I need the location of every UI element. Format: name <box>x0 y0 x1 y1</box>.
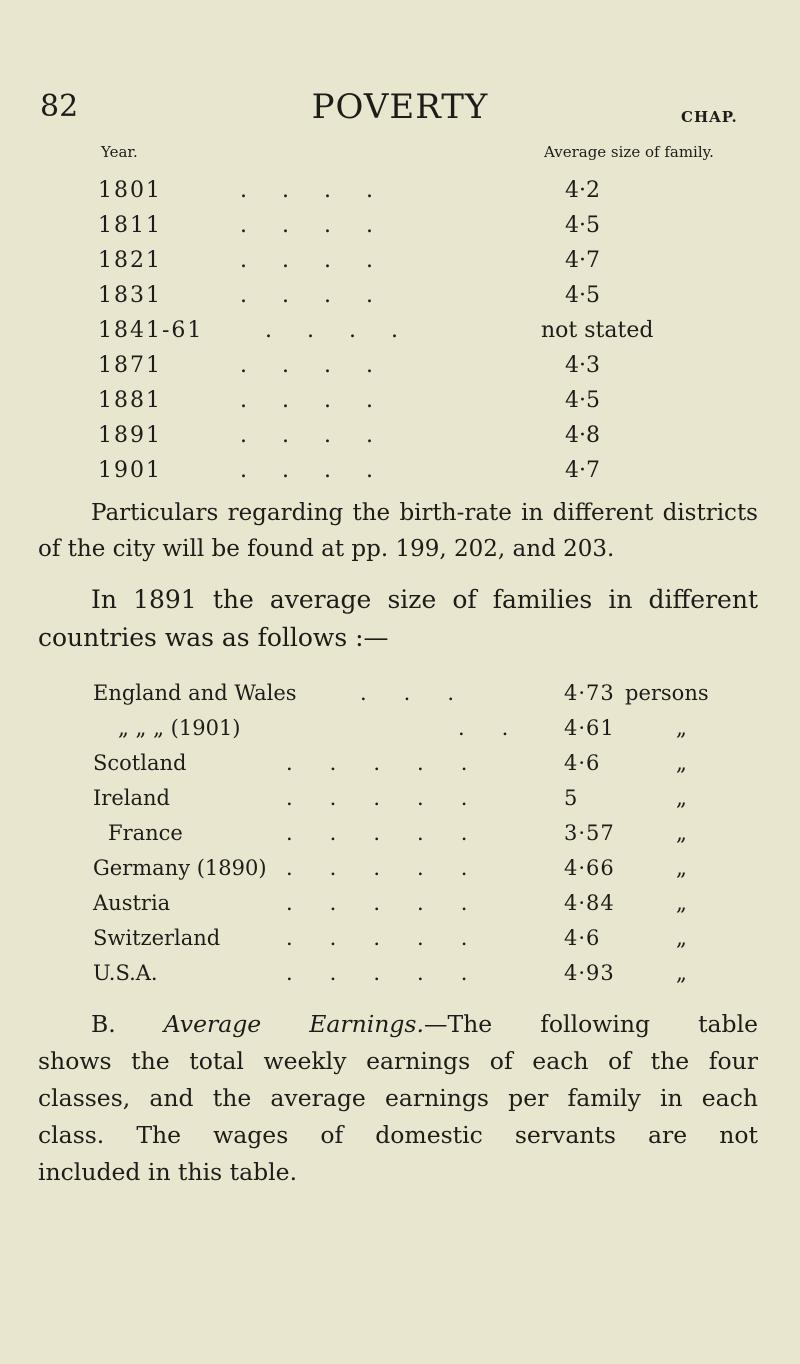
country-unit: „ <box>676 926 687 950</box>
page-number: 82 <box>40 89 79 124</box>
country-value: 5 <box>564 786 579 810</box>
country-unit: „ <box>676 856 687 880</box>
country-unit: „ <box>676 961 687 985</box>
paragraph-line: class. The wages of domestic servants are not <box>38 1121 758 1149</box>
paragraph-line-rest: —The following table <box>423 1010 758 1038</box>
country-value: 4·66 <box>564 856 615 880</box>
country-name: Scotland <box>93 751 187 775</box>
paragraph-average-earnings <box>38 1006 758 1191</box>
row-value: 4·7 <box>565 458 600 483</box>
paragraph-line: shows the total weekly earnings of each of the four <box>38 1047 758 1075</box>
leader-dots: .... <box>265 318 433 343</box>
row-year: 1821 <box>98 248 162 273</box>
leader-dots: ..... <box>286 786 505 810</box>
country-unit: persons <box>625 681 709 705</box>
running-title: POVERTY <box>311 87 489 127</box>
leader-dots: ..... <box>286 891 505 915</box>
country-name: Austria <box>93 891 171 915</box>
country-value: 4·61 <box>564 716 615 740</box>
country-name: Ireland <box>93 786 170 810</box>
row-year: 1901 <box>98 458 162 483</box>
column-header-average: Average size of family. <box>544 143 714 161</box>
country-unit: „ <box>676 751 687 775</box>
leader-dots: ..... <box>286 856 505 880</box>
row-year: 1841-61 <box>98 318 204 343</box>
leader-dots: ..... <box>286 821 505 845</box>
leader-dots: ..... <box>286 961 505 985</box>
country-value: 3·57 <box>564 821 615 845</box>
paragraph-line: of the city will be found at pp. 199, 202, and 203. <box>38 536 615 562</box>
country-name: Switzerland <box>93 926 221 950</box>
country-unit: „ <box>676 716 687 740</box>
row-value: 4·8 <box>565 423 600 448</box>
row-value: 4·5 <box>565 283 600 308</box>
country-unit: „ <box>676 891 687 915</box>
row-year: 1891 <box>98 423 162 448</box>
country-value: 4·6 <box>564 751 601 775</box>
leader-dots: ..... <box>286 926 505 950</box>
country-name: Germany (1890) <box>93 856 267 880</box>
row-year: 1801 <box>98 178 162 203</box>
country-name: France <box>108 821 183 845</box>
row-value: 4·7 <box>565 248 600 273</box>
country-name: „ „ „ (1901) <box>118 716 241 740</box>
country-unit: „ <box>676 786 687 810</box>
country-value: 4·6 <box>564 926 601 950</box>
row-value: 4·5 <box>565 213 600 238</box>
section-letter: B. <box>91 1010 116 1038</box>
section-title: Average Earnings. <box>163 1010 424 1038</box>
paragraph-line: included in this table. <box>38 1158 298 1186</box>
leader-dots: .. <box>458 716 546 740</box>
leader-dots: .... <box>240 423 408 448</box>
country-value: 4·84 <box>564 891 615 915</box>
paragraph-line: countries was as follows :— <box>38 623 389 652</box>
row-value: 4·2 <box>565 178 600 203</box>
country-value: 4·73 <box>564 681 615 705</box>
leader-dots: .... <box>240 248 408 273</box>
paragraph-birth-rate <box>38 495 758 567</box>
paragraph-line <box>38 1006 758 1043</box>
leader-dots: ..... <box>286 751 505 775</box>
leader-dots: .... <box>240 458 408 483</box>
paragraph-countries-intro <box>38 581 758 657</box>
leader-dots: ... <box>360 681 492 705</box>
column-header-year: Year. <box>101 143 138 161</box>
row-year: 1881 <box>98 388 162 413</box>
row-year: 1811 <box>98 213 162 238</box>
leader-dots: .... <box>240 353 408 378</box>
leader-dots: .... <box>240 388 408 413</box>
paragraph-line: In 1891 the average size of families in different <box>91 585 758 614</box>
country-name: England and Wales <box>93 681 297 705</box>
leader-dots: .... <box>240 283 408 308</box>
row-year: 1831 <box>98 283 162 308</box>
row-value: 4·5 <box>565 388 600 413</box>
row-year: 1871 <box>98 353 162 378</box>
paragraph-line: Particulars regarding the birth-rate in different districts <box>91 500 758 526</box>
leader-dots: .... <box>240 178 408 203</box>
paragraph-line: classes, and the average earnings per family in each <box>38 1084 758 1112</box>
country-value: 4·93 <box>564 961 615 985</box>
row-value: 4·3 <box>565 353 600 378</box>
country-unit: „ <box>676 821 687 845</box>
leader-dots: .... <box>240 213 408 238</box>
country-name: U.S.A. <box>93 961 158 985</box>
row-value: not stated <box>541 318 654 343</box>
chapter-label: CHAP. <box>681 108 738 126</box>
